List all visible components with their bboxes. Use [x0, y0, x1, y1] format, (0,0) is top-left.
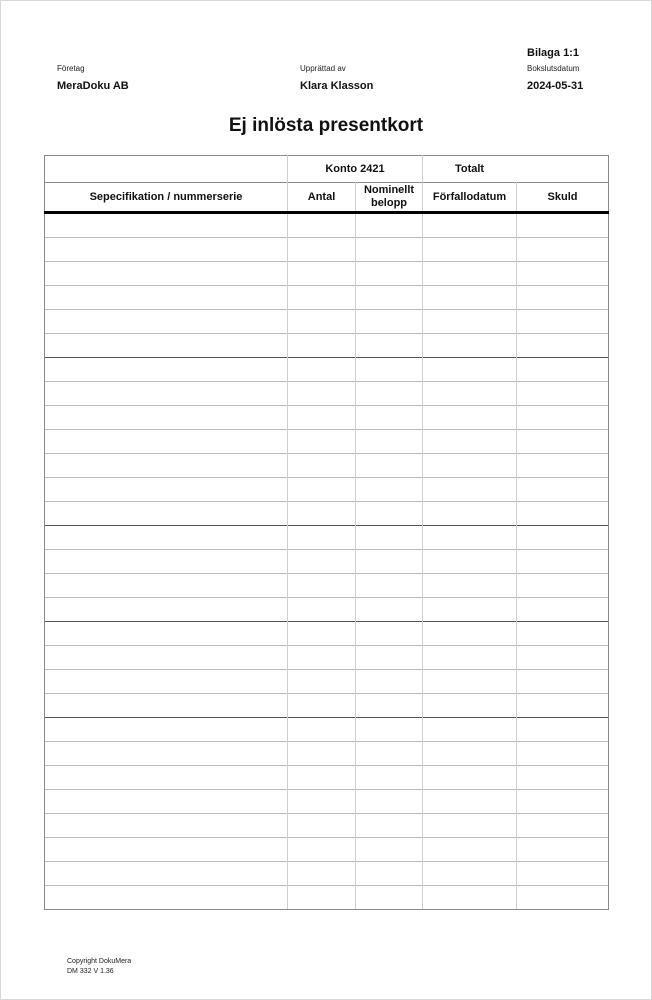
count-cell[interactable]	[288, 502, 356, 526]
due-date-cell[interactable]	[423, 262, 517, 286]
table-row	[45, 814, 609, 838]
specification-cell[interactable]	[45, 526, 288, 550]
due-date-cell[interactable]	[423, 646, 517, 670]
specification-cell[interactable]	[45, 310, 288, 334]
due-date-cell[interactable]	[423, 550, 517, 574]
count-cell[interactable]	[288, 790, 356, 814]
nominal-amount-cell[interactable]	[356, 814, 423, 838]
debt-cell[interactable]	[517, 766, 609, 790]
due-date-cell[interactable]	[423, 718, 517, 742]
debt-cell[interactable]	[517, 358, 609, 382]
debt-cell[interactable]	[517, 622, 609, 646]
debt-cell[interactable]	[517, 478, 609, 502]
count-cell[interactable]	[288, 646, 356, 670]
debt-cell[interactable]	[517, 286, 609, 310]
closing-date-label: Bokslutsdatum	[527, 64, 580, 73]
count-cell[interactable]	[288, 310, 356, 334]
prepared-by-value: Klara Klasson	[300, 80, 374, 92]
count-cell[interactable]	[288, 766, 356, 790]
debt-cell[interactable]	[517, 334, 609, 358]
debt-cell[interactable]	[517, 238, 609, 262]
debt-cell[interactable]	[517, 670, 609, 694]
nominal-amount-cell[interactable]	[356, 382, 423, 406]
specification-cell[interactable]	[45, 886, 288, 910]
due-date-cell[interactable]	[423, 574, 517, 598]
nominal-amount-cell[interactable]	[356, 574, 423, 598]
specification-cell[interactable]	[45, 430, 288, 454]
table-row	[45, 238, 609, 262]
col-debt: Skuld	[517, 183, 609, 213]
due-date-cell[interactable]	[423, 862, 517, 886]
table-row	[45, 838, 609, 862]
specification-cell[interactable]	[45, 286, 288, 310]
debt-cell[interactable]	[517, 382, 609, 406]
debt-cell[interactable]	[517, 742, 609, 766]
specification-cell[interactable]	[45, 334, 288, 358]
group-empty-cell	[45, 156, 288, 183]
company-label: Företag	[57, 64, 85, 73]
due-date-cell[interactable]	[423, 694, 517, 718]
due-date-cell[interactable]	[423, 526, 517, 550]
specification-cell[interactable]	[45, 406, 288, 430]
table-row	[45, 286, 609, 310]
col-nominal-line1: Nominellt	[363, 184, 415, 196]
debt-cell[interactable]	[517, 598, 609, 622]
table-row	[45, 310, 609, 334]
count-cell[interactable]	[288, 358, 356, 382]
nominal-amount-cell[interactable]	[356, 213, 423, 238]
table-row	[45, 574, 609, 598]
due-date-cell[interactable]	[423, 238, 517, 262]
nominal-amount-cell[interactable]	[356, 286, 423, 310]
table-row	[45, 262, 609, 286]
nominal-amount-cell[interactable]	[356, 742, 423, 766]
table-row	[45, 358, 609, 382]
debt-cell[interactable]	[517, 790, 609, 814]
debt-cell[interactable]	[517, 838, 609, 862]
page-title: Ej inlösta presentkort	[228, 115, 424, 136]
count-cell[interactable]	[288, 598, 356, 622]
debt-cell[interactable]	[517, 550, 609, 574]
nominal-amount-cell[interactable]	[356, 238, 423, 262]
nominal-amount-cell[interactable]	[356, 886, 423, 910]
due-date-cell[interactable]	[423, 454, 517, 478]
due-date-cell[interactable]	[423, 598, 517, 622]
nominal-amount-cell[interactable]	[356, 670, 423, 694]
footer-version: DM 332 V 1.36	[67, 968, 114, 975]
specification-cell[interactable]	[45, 790, 288, 814]
nominal-amount-cell[interactable]	[356, 454, 423, 478]
nominal-amount-cell[interactable]	[356, 262, 423, 286]
due-date-cell[interactable]	[423, 334, 517, 358]
due-date-cell[interactable]	[423, 382, 517, 406]
table-row	[45, 742, 609, 766]
count-cell[interactable]	[288, 286, 356, 310]
count-cell[interactable]	[288, 262, 356, 286]
nominal-amount-cell[interactable]	[356, 598, 423, 622]
footer	[67, 957, 131, 977]
debt-cell[interactable]	[517, 694, 609, 718]
closing-date-value: 2024-05-31	[527, 80, 584, 92]
table-row	[45, 502, 609, 526]
debt-cell[interactable]	[517, 406, 609, 430]
table-row	[45, 670, 609, 694]
count-cell[interactable]	[288, 694, 356, 718]
table-row	[45, 646, 609, 670]
due-date-cell[interactable]	[423, 886, 517, 910]
due-date-cell[interactable]	[423, 766, 517, 790]
specification-cell[interactable]	[45, 382, 288, 406]
nominal-amount-cell[interactable]	[356, 694, 423, 718]
group-total: Totalt	[423, 156, 609, 183]
due-date-cell[interactable]	[423, 406, 517, 430]
nominal-amount-cell[interactable]	[356, 550, 423, 574]
specification-cell[interactable]	[45, 478, 288, 502]
table-row	[45, 862, 609, 886]
specification-cell[interactable]	[45, 646, 288, 670]
col-nominal-line2: belopp	[370, 197, 408, 209]
prepared-by-label: Upprättad av	[300, 64, 346, 73]
count-cell[interactable]	[288, 478, 356, 502]
due-date-cell[interactable]	[423, 502, 517, 526]
specification-cell[interactable]	[45, 814, 288, 838]
table-row	[45, 382, 609, 406]
nominal-amount-cell[interactable]	[356, 406, 423, 430]
specification-cell[interactable]	[45, 742, 288, 766]
table-row	[45, 886, 609, 910]
col-nominal-amount	[356, 183, 423, 213]
specification-cell[interactable]	[45, 502, 288, 526]
footer-copyright: Copyright DokuMera	[67, 958, 132, 965]
debt-cell[interactable]	[517, 862, 609, 886]
due-date-cell[interactable]	[423, 286, 517, 310]
specification-cell[interactable]	[45, 238, 288, 262]
col-due-date: Förfallodatum	[423, 183, 517, 213]
due-date-cell[interactable]	[423, 478, 517, 502]
table-row	[45, 718, 609, 742]
count-cell[interactable]	[288, 886, 356, 910]
appendix-label: Bilaga 1:1	[527, 47, 579, 59]
nominal-amount-cell[interactable]	[356, 334, 423, 358]
table-row	[45, 334, 609, 358]
table-row	[45, 550, 609, 574]
specification-cell[interactable]	[45, 862, 288, 886]
due-date-cell[interactable]	[423, 358, 517, 382]
table-row	[45, 526, 609, 550]
col-count: Antal	[288, 183, 356, 213]
count-cell[interactable]	[288, 622, 356, 646]
table-row	[45, 454, 609, 478]
debt-cell[interactable]	[517, 213, 609, 238]
due-date-cell[interactable]	[423, 213, 517, 238]
nominal-amount-cell[interactable]	[356, 310, 423, 334]
count-cell[interactable]	[288, 814, 356, 838]
count-cell[interactable]	[288, 718, 356, 742]
group-account: Konto 2421	[288, 156, 423, 183]
col-specification: Sepecifikation / nummerserie	[45, 183, 288, 213]
due-date-cell[interactable]	[423, 430, 517, 454]
nominal-amount-cell[interactable]	[356, 790, 423, 814]
due-date-cell[interactable]	[423, 814, 517, 838]
table-row	[45, 622, 609, 646]
gift-card-table	[44, 155, 609, 910]
specification-cell[interactable]	[45, 213, 288, 238]
count-cell[interactable]	[288, 430, 356, 454]
table-row	[45, 766, 609, 790]
count-cell[interactable]	[288, 742, 356, 766]
column-header-row	[45, 183, 609, 213]
table-row	[45, 213, 609, 238]
nominal-amount-cell[interactable]	[356, 766, 423, 790]
table-row	[45, 694, 609, 718]
due-date-cell[interactable]	[423, 838, 517, 862]
due-date-cell[interactable]	[423, 622, 517, 646]
count-cell[interactable]	[288, 406, 356, 430]
due-date-cell[interactable]	[423, 310, 517, 334]
table-row	[45, 598, 609, 622]
table-row	[45, 406, 609, 430]
count-cell[interactable]	[288, 213, 356, 238]
due-date-cell[interactable]	[423, 742, 517, 766]
table-row	[45, 430, 609, 454]
debt-cell[interactable]	[517, 718, 609, 742]
debt-cell[interactable]	[517, 526, 609, 550]
specification-cell[interactable]	[45, 838, 288, 862]
count-cell[interactable]	[288, 454, 356, 478]
nominal-amount-cell[interactable]	[356, 646, 423, 670]
specification-cell[interactable]	[45, 694, 288, 718]
specification-cell[interactable]	[45, 718, 288, 742]
nominal-amount-cell[interactable]	[356, 478, 423, 502]
count-cell[interactable]	[288, 574, 356, 598]
specification-cell[interactable]	[45, 598, 288, 622]
specification-cell[interactable]	[45, 454, 288, 478]
nominal-amount-cell[interactable]	[356, 430, 423, 454]
count-cell[interactable]	[288, 862, 356, 886]
due-date-cell[interactable]	[423, 670, 517, 694]
nominal-amount-cell[interactable]	[356, 358, 423, 382]
specification-cell[interactable]	[45, 262, 288, 286]
debt-cell[interactable]	[517, 430, 609, 454]
count-cell[interactable]	[288, 550, 356, 574]
debt-cell[interactable]	[517, 310, 609, 334]
specification-cell[interactable]	[45, 358, 288, 382]
count-cell[interactable]	[288, 526, 356, 550]
table-row	[45, 478, 609, 502]
nominal-amount-cell[interactable]	[356, 502, 423, 526]
due-date-cell[interactable]	[423, 790, 517, 814]
count-cell[interactable]	[288, 838, 356, 862]
debt-cell[interactable]	[517, 262, 609, 286]
specification-cell[interactable]	[45, 550, 288, 574]
count-cell[interactable]	[288, 670, 356, 694]
count-cell[interactable]	[288, 334, 356, 358]
debt-cell[interactable]	[517, 574, 609, 598]
specification-cell[interactable]	[45, 766, 288, 790]
group-header-row	[45, 156, 609, 183]
nominal-amount-cell[interactable]	[356, 718, 423, 742]
nominal-amount-cell[interactable]	[356, 862, 423, 886]
company-value: MeraDoku AB	[57, 80, 129, 92]
specification-cell[interactable]	[45, 574, 288, 598]
debt-cell[interactable]	[517, 502, 609, 526]
count-cell[interactable]	[288, 382, 356, 406]
debt-cell[interactable]	[517, 646, 609, 670]
nominal-amount-cell[interactable]	[356, 526, 423, 550]
count-cell[interactable]	[288, 238, 356, 262]
specification-cell[interactable]	[45, 622, 288, 646]
debt-cell[interactable]	[517, 814, 609, 838]
table-row	[45, 790, 609, 814]
nominal-amount-cell[interactable]	[356, 838, 423, 862]
debt-cell[interactable]	[517, 886, 609, 910]
debt-cell[interactable]	[517, 454, 609, 478]
specification-cell[interactable]	[45, 670, 288, 694]
nominal-amount-cell[interactable]	[356, 622, 423, 646]
